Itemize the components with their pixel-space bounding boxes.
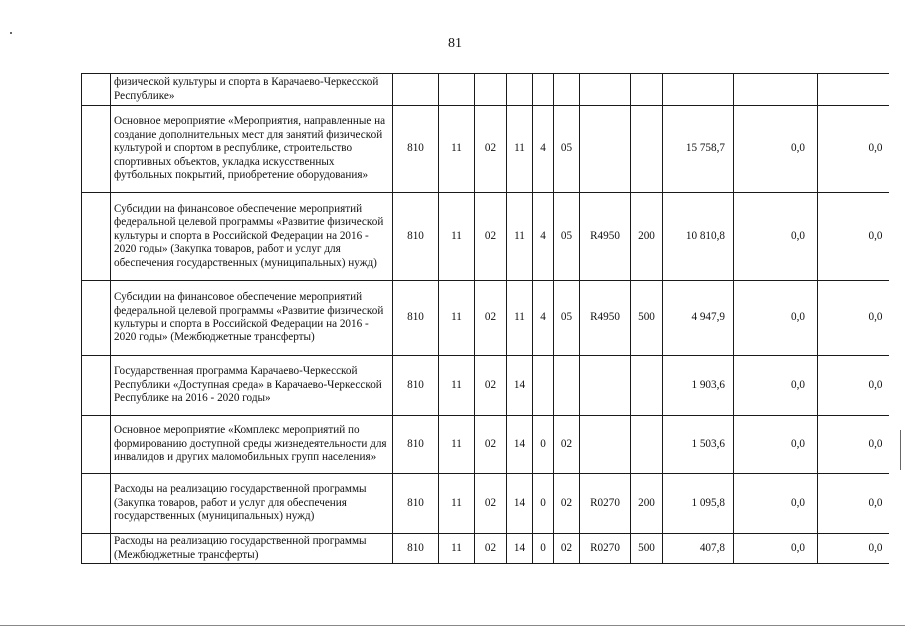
event-code-cell: 05	[554, 281, 580, 356]
row-marker-cell	[82, 281, 111, 356]
admin-code-cell: 810	[393, 281, 439, 356]
expense-type-cell: 500	[631, 281, 663, 356]
subsection-code-cell: 02	[475, 416, 507, 474]
section-code-cell	[439, 74, 475, 106]
subprogram-code-cell: 4	[533, 281, 554, 356]
amount-cell: 15 758,7	[663, 106, 734, 193]
amount-year3-cell: 0,0	[818, 281, 889, 356]
table-row	[82, 474, 889, 534]
item-name-cell: Расходы на реализацию государственной программы (Закупка товаров, работ и услуг для обеспечения государственных (муниципальных) нужд)	[111, 474, 393, 534]
amount-year3-cell: 0,0	[818, 106, 889, 193]
subsection-code-cell: 02	[475, 193, 507, 281]
event-code-cell: 02	[554, 534, 580, 564]
direction-code-cell: R4950	[580, 281, 631, 356]
item-name-cell: Субсидии на финансовое обеспечение мероприятий федеральной целевой программы «Развитие физической культуры и спорта в Российской Федерации на 2016 - 2020 годы» (Межбюджетные трансферты)	[111, 281, 393, 356]
table-row	[82, 534, 889, 564]
amount-cell: 10 810,8	[663, 193, 734, 281]
subsection-code-cell: 02	[475, 356, 507, 416]
section-code-cell: 11	[439, 106, 475, 193]
budget-table	[81, 73, 889, 564]
admin-code-cell: 810	[393, 474, 439, 534]
subsection-code-cell: 02	[475, 281, 507, 356]
scan-speck	[10, 32, 12, 34]
item-name-cell: физической культуры и спорта в Карачаево-Черкесской Республике»	[111, 74, 393, 106]
admin-code-cell: 810	[393, 534, 439, 564]
row-marker-cell	[82, 416, 111, 474]
item-name-cell: Расходы на реализацию государственной программы (Межбюджетные трансферты)	[111, 534, 393, 564]
expense-type-cell: 200	[631, 474, 663, 534]
table-row	[82, 106, 889, 193]
section-code-cell: 11	[439, 356, 475, 416]
row-marker-cell	[82, 534, 111, 564]
admin-code-cell: 810	[393, 193, 439, 281]
table-row	[82, 281, 889, 356]
table-row	[82, 416, 889, 474]
admin-code-cell: 810	[393, 356, 439, 416]
section-code-cell: 11	[439, 534, 475, 564]
table-row	[82, 74, 889, 106]
amount-year2-cell: 0,0	[734, 474, 818, 534]
program-code-cell: 14	[507, 534, 533, 564]
expense-type-cell: 200	[631, 193, 663, 281]
program-code-cell: 14	[507, 416, 533, 474]
program-code-cell	[507, 74, 533, 106]
program-code-cell: 11	[507, 193, 533, 281]
program-code-cell: 14	[507, 474, 533, 534]
expense-type-cell: 500	[631, 534, 663, 564]
subsection-code-cell: 02	[475, 106, 507, 193]
amount-cell: 1 095,8	[663, 474, 734, 534]
program-code-cell: 11	[507, 106, 533, 193]
amount-year2-cell	[734, 74, 818, 106]
amount-year3-cell	[818, 74, 889, 106]
section-code-cell: 11	[439, 416, 475, 474]
subprogram-code-cell: 0	[533, 534, 554, 564]
subprogram-code-cell	[533, 74, 554, 106]
item-name-cell: Государственная программа Карачаево-Черкесской Республики «Доступная среда» в Карачаево-Черкесской Республике на 2016 - 2020 годы»	[111, 356, 393, 416]
direction-code-cell	[580, 74, 631, 106]
event-code-cell: 05	[554, 193, 580, 281]
amount-cell	[663, 74, 734, 106]
subsection-code-cell	[475, 74, 507, 106]
section-code-cell: 11	[439, 474, 475, 534]
scan-edge-line	[0, 625, 905, 626]
event-code-cell	[554, 356, 580, 416]
table-row	[82, 193, 889, 281]
amount-cell: 1 503,6	[663, 416, 734, 474]
admin-code-cell: 810	[393, 106, 439, 193]
expense-type-cell	[631, 416, 663, 474]
scan-mark	[900, 430, 901, 470]
amount-year3-cell: 0,0	[818, 416, 889, 474]
amount-year2-cell: 0,0	[734, 416, 818, 474]
section-code-cell: 11	[439, 281, 475, 356]
amount-year2-cell: 0,0	[734, 106, 818, 193]
amount-year3-cell: 0,0	[818, 356, 889, 416]
row-marker-cell	[82, 74, 111, 106]
admin-code-cell	[393, 74, 439, 106]
row-marker-cell	[82, 193, 111, 281]
expense-type-cell	[631, 356, 663, 416]
amount-year3-cell: 0,0	[818, 534, 889, 564]
amount-cell: 407,8	[663, 534, 734, 564]
direction-code-cell	[580, 106, 631, 193]
amount-year3-cell: 0,0	[818, 474, 889, 534]
amount-year2-cell: 0,0	[734, 193, 818, 281]
program-code-cell: 11	[507, 281, 533, 356]
expense-type-cell	[631, 74, 663, 106]
amount-year2-cell: 0,0	[734, 281, 818, 356]
subprogram-code-cell: 4	[533, 193, 554, 281]
subprogram-code-cell: 4	[533, 106, 554, 193]
amount-year3-cell: 0,0	[818, 193, 889, 281]
direction-code-cell	[580, 416, 631, 474]
direction-code-cell	[580, 356, 631, 416]
direction-code-cell: R0270	[580, 534, 631, 564]
subsection-code-cell: 02	[475, 534, 507, 564]
event-code-cell: 05	[554, 106, 580, 193]
item-name-cell: Основное мероприятие «Комплекс мероприятий по формированию доступной среды жизнедеятельности для инвалидов и других маломобильных групп населения»	[111, 416, 393, 474]
table-row	[82, 356, 889, 416]
amount-year2-cell: 0,0	[734, 534, 818, 564]
event-code-cell: 02	[554, 416, 580, 474]
item-name-cell: Субсидии на финансовое обеспечение мероприятий федеральной целевой программы «Развитие физической культуры и спорта в Российской Федерации на 2016 - 2020 годы» (Закупка товаров, работ и услуг для обеспечения государственных (муниципальных) нужд)	[111, 193, 393, 281]
event-code-cell: 02	[554, 474, 580, 534]
expense-type-cell	[631, 106, 663, 193]
page-number: 81	[448, 36, 462, 51]
row-marker-cell	[82, 474, 111, 534]
event-code-cell	[554, 74, 580, 106]
subprogram-code-cell	[533, 356, 554, 416]
direction-code-cell: R0270	[580, 474, 631, 534]
row-marker-cell	[82, 106, 111, 193]
amount-cell: 4 947,9	[663, 281, 734, 356]
program-code-cell: 14	[507, 356, 533, 416]
section-code-cell: 11	[439, 193, 475, 281]
amount-cell: 1 903,6	[663, 356, 734, 416]
subprogram-code-cell: 0	[533, 474, 554, 534]
admin-code-cell: 810	[393, 416, 439, 474]
amount-year2-cell: 0,0	[734, 356, 818, 416]
subsection-code-cell: 02	[475, 474, 507, 534]
item-name-cell: Основное мероприятие «Мероприятия, направленные на создание дополнительных мест для занятий физической культурой и спортом в республике, строительство спортивных объектов, укладка искусственных футбольных покрытий, приобретение оборудования»	[111, 106, 393, 193]
subprogram-code-cell: 0	[533, 416, 554, 474]
direction-code-cell: R4950	[580, 193, 631, 281]
row-marker-cell	[82, 356, 111, 416]
